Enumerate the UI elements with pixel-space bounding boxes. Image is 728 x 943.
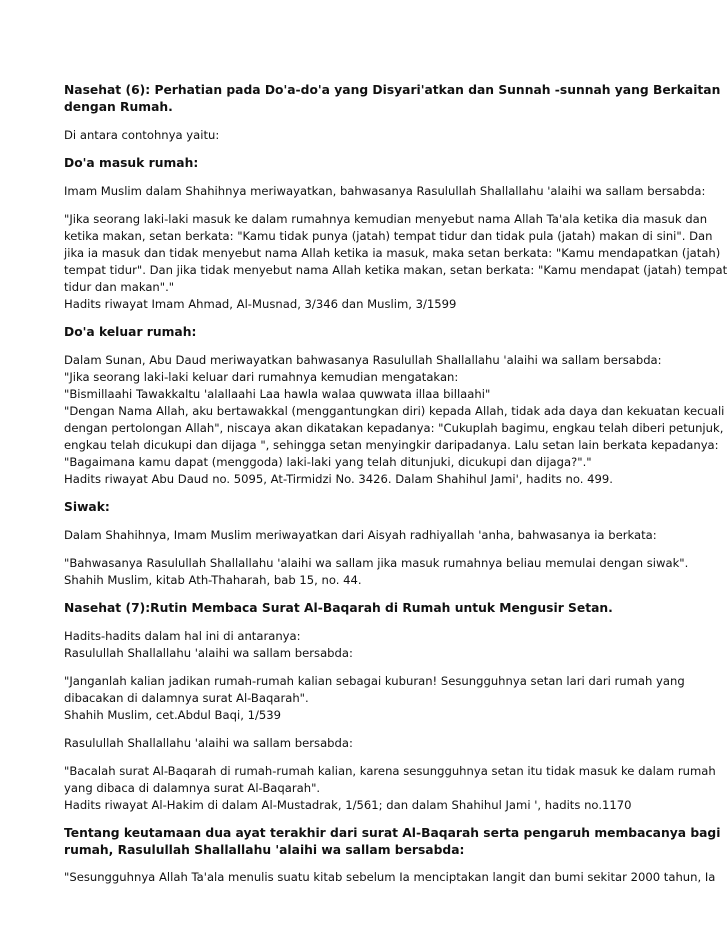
keutamaan-title-line-2: rumah, Rasulullah Shallallahu 'alaihi wa sallam bersabda: [64, 843, 465, 857]
document-page [64, 82, 728, 886]
keutamaan-text: "Sesungguhnya Allah Ta'ala menulis suatu kitab sebelum Ia menciptakan langit dan bumi sekitar 2000 tahun, Ia [64, 870, 716, 884]
doa-masuk-source: Hadits riwayat Imam Ahmad, Al-Musnad, 3/346 dan Muslim, 3/1599 [64, 297, 457, 311]
doa-masuk-line: "Jika seorang laki-laki masuk ke dalam rumahnya kemudian menyebut nama Allah Ta'ala ketika dia masuk dan [64, 212, 708, 226]
doa-masuk-line: jika ia masuk dan tidak menyebut nama Allah ketika ia masuk, maka setan berkata: "Kamu mendapatkan (jatah) [64, 246, 721, 260]
doa-keluar-line: "Bismillaahi Tawakkaltu 'alallaahi Laa hawla walaa quwwata illaa billaahi" [64, 387, 491, 401]
keutamaan-title-line-1: Tentang keutamaan dua ayat terakhir dari surat Al-Baqarah serta pengaruh membacanya bagi [64, 826, 721, 840]
hadith-2-source: Hadits riwayat Al-Hakim di dalam Al-Mustadrak, 1/561; dan dalam Shahihul Jami ', hadits no.1170 [64, 798, 632, 812]
doa-keluar-line: engkau telah dicukupi dan dijaga ", sehingga setan menyingkir daripadanya. Lalu setan lain berkata kepadanya: [64, 438, 719, 452]
doa-masuk-line: tempat tidur". Dan jika tidak menyebut nama Allah ketika makan, setan berkata: "Kamu mendapat (jatah) tempat [64, 263, 728, 277]
nasehat-6-intro: Di antara contohnya yaitu: [64, 128, 220, 142]
hadith-1-line: "Janganlah kalian jadikan rumah-rumah kalian sebagai kuburan! Sesungguhnya setan lari dari rumah yang [64, 674, 685, 688]
siwak-lead: Dalam Shahihnya, Imam Muslim meriwayatkan dari Aisyah radhiyallah 'anha, bahwasanya ia berkata: [64, 528, 657, 542]
siwak-heading: Siwak: [64, 500, 110, 514]
hadith-2-lead: Rasulullah Shallallahu 'alaihi wa sallam bersabda: [64, 736, 353, 750]
nasehat-6-title-line-1: Nasehat (6): Perhatian pada Do'a-do'a yang Disyari'atkan dan Sunnah -sunnah yang Berkaitan [64, 83, 721, 97]
hadith-1-line: dibacakan di dalamnya surat Al-Baqarah". [64, 691, 309, 705]
doa-masuk-line: ketika makan, setan berkata: "Kamu tidak punya (jatah) tempat tidur dan tidak pula (jatah) makan di sini". Dan [64, 229, 713, 243]
nasehat-6-title-line-2: dengan Rumah. [64, 100, 173, 114]
doa-masuk-heading: Do'a masuk rumah: [64, 156, 199, 170]
doa-keluar-line: dengan pertolongan Allah", niscaya akan dikatakan kepadanya: "Cukuplah bagimu, engkau telah diberi petunjuk, [64, 421, 724, 435]
hadith-1-source: Shahih Muslim, cet.Abdul Baqi, 1/539 [64, 708, 281, 722]
hadith-2-line: "Bacalah surat Al-Baqarah di rumah-rumah kalian, karena sesungguhnya setan itu tidak masuk ke dalam rumah [64, 764, 716, 778]
doa-masuk-line: tidur dan makan"." [64, 280, 175, 294]
hadith-2-line: yang dibaca di dalamnya surat Al-Baqarah". [64, 781, 321, 795]
nasehat-7-intro: Rasulullah Shallallahu 'alaihi wa sallam bersabda: [64, 646, 353, 660]
doa-keluar-line: "Dengan Nama Allah, aku bertawakkal (menggantungkan diri) kepada Allah, tidak ada daya dan kekuatan kecuali [64, 404, 725, 418]
siwak-line: "Bahwasanya Rasulullah Shallallahu 'alaihi wa sallam jika masuk rumahnya beliau memulai dengan siwak". [64, 556, 689, 570]
doa-keluar-line: "Jika seorang laki-laki keluar dari rumahnya kemudian mengatakan: [64, 370, 459, 384]
doa-keluar-source: Hadits riwayat Abu Daud no. 5095, At-Tirmidzi No. 3426. Dalam Shahihul Jami', hadits no. 499. [64, 472, 613, 486]
nasehat-7-title: Nasehat (7):Rutin Membaca Surat Al-Baqarah di Rumah untuk Mengusir Setan. [64, 601, 613, 615]
siwak-source: Shahih Muslim, kitab Ath-Thaharah, bab 15, no. 44. [64, 573, 362, 587]
doa-keluar-line: Dalam Sunan, Abu Daud meriwayatkan bahwasanya Rasulullah Shallallahu 'alaihi wa sallam bersabda: [64, 353, 662, 367]
doa-keluar-line: "Bagaimana kamu dapat (menggoda) laki-laki yang telah ditunjuki, dicukupi dan dijaga?"." [64, 455, 592, 469]
nasehat-7-intro: Hadits-hadits dalam hal ini di antaranya: [64, 629, 301, 643]
doa-masuk-lead: Imam Muslim dalam Shahihnya meriwayatkan, bahwasanya Rasulullah Shallallahu 'alaihi wa sallam bersabda: [64, 184, 706, 198]
doa-keluar-heading: Do'a keluar rumah: [64, 325, 197, 339]
